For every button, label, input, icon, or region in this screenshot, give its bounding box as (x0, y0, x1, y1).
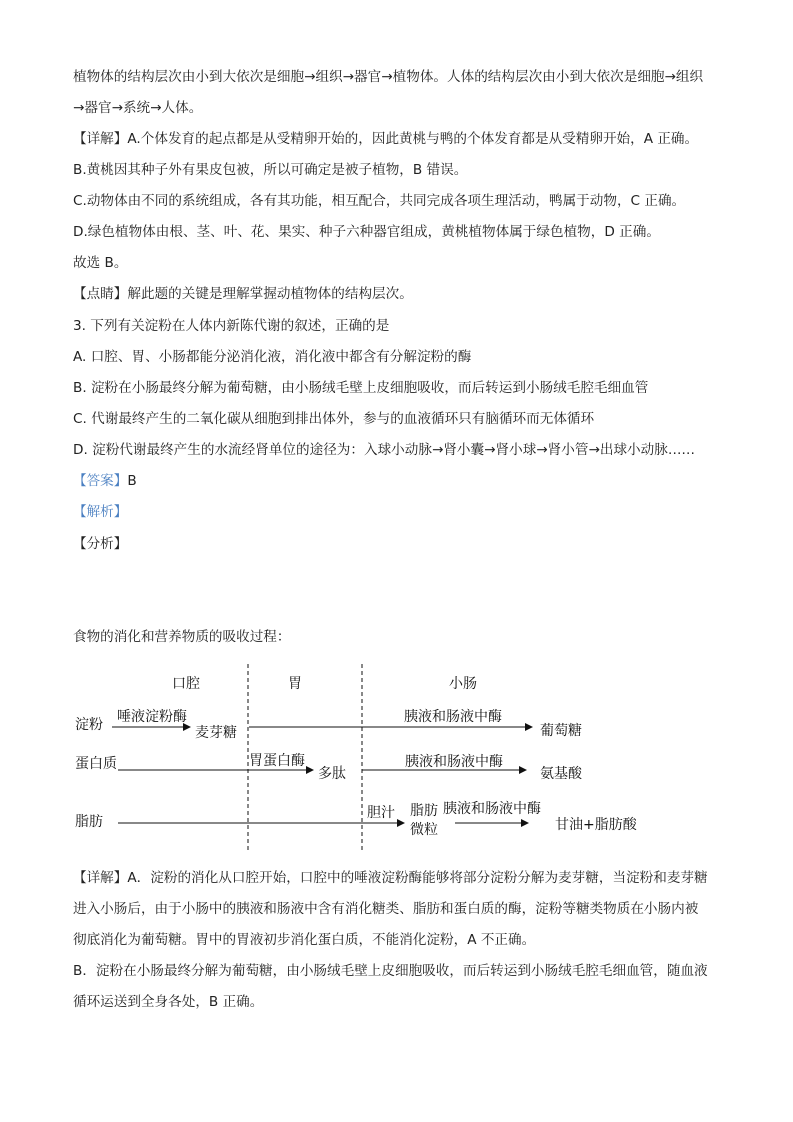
protein-label: 蛋白质 (75, 756, 117, 772)
text-line: B.黄桃因其种子外有果皮包被，所以可确定是被子植物，B 错误。 (73, 162, 468, 178)
enzyme-label: 胰液和肠液中酶 (443, 801, 541, 817)
text-line: 循环运送到全身各处，B 正确。 (73, 994, 264, 1010)
answer-value: B (127, 473, 137, 489)
text-line: 【详解】A.个体发育的起点都是从受精卵开始的，因此黄桃与鸭的个体发育都是从受精卵开始，A 正确。 (73, 131, 699, 147)
text-line: 进入小肠后，由于小肠中的胰液和肠液中含有消化糖类、脂肪和蛋白质的酶，淀粉等糖类物质在小肠内被 (73, 901, 699, 917)
question-title: 3. 下列有关淀粉在人体内新陈代谢的叙述，正确的是 (73, 318, 390, 334)
fat-particle-label: 微粒 (410, 822, 438, 838)
region-label: 小肠 (449, 676, 477, 692)
starch-label: 淀粉 (75, 717, 103, 733)
text-line: D.绿色植物体由根、茎、叶、花、果实、种子六种器官组成，黄桃植物体属于绿色植物，D 正确。 (73, 224, 660, 240)
text-line: →器官→系统→人体。 (73, 100, 203, 116)
region-label: 口腔 (172, 676, 200, 692)
diagram-intro: 食物的消化和营养物质的吸收过程： (73, 629, 291, 645)
text-line: 植物体的结构层次由小到大依次是细胞→组织→器官→植物体。人体的结构层次由小到大依次是细胞→组织 (73, 69, 704, 85)
bile-label: 胆汁 (367, 805, 395, 821)
option-c: C. 代谢最终产生的二氧化碳从细胞到排出体外，参与的血液循环只有脑循环而无体循环 (73, 411, 595, 427)
peptide-label: 多肽 (318, 766, 346, 782)
enzyme-label: 胃蛋白酶 (249, 753, 305, 769)
answer-label: 【答案】 (73, 473, 128, 489)
text-line: 【详解】A．淀粉的消化从口腔开始，口腔中的唾液淀粉酶能够将部分淀粉分解为麦芽糖，当淀粉和麦芽糖 (73, 870, 708, 886)
fat-particle-label: 脂肪 (410, 803, 438, 819)
maltose-label: 麦芽糖 (195, 725, 237, 741)
region-label: 胃 (288, 676, 302, 692)
glucose-label: 葡萄糖 (540, 723, 582, 739)
text-line: C.动物体由不同的系统组成，各有其功能，相互配合，共同完成各项生理活动，鸭属于动物，C 正确。 (73, 193, 686, 209)
text-line: 【点睛】解此题的关键是理解掌握动植物体的结构层次。 (73, 286, 413, 302)
text-line: 故选 B。 (73, 255, 128, 271)
text-line: 彻底消化为葡萄糖。胃中的胃液初步消化蛋白质，不能消化淀粉，A 不正确。 (73, 932, 536, 948)
enzyme-label: 唾液淀粉酶 (117, 709, 187, 725)
option-d: D. 淀粉代谢最终产生的水流经肾单位的途径为：入球小动脉→肾小囊→肾小球→肾小管→出球小动脉…… (73, 442, 696, 458)
text-line: B．淀粉在小肠最终分解为葡萄糖，由小肠绒毛壁上皮细胞吸收，而后转运到小肠绒毛腔毛细血管，随血液 (73, 963, 708, 979)
option-a: A. 口腔、胃、小肠都能分泌消化液，消化液中都含有分解淀粉的酶 (73, 349, 472, 365)
fat-label: 脂肪 (75, 814, 103, 830)
fenxi-label: 【分析】 (73, 536, 128, 552)
option-b: B. 淀粉在小肠最终分解为葡萄糖，由小肠绒毛壁上皮细胞吸收，而后转运到小肠绒毛腔毛细血管 (73, 380, 649, 396)
enzyme-label: 胰液和肠液中酶 (405, 754, 503, 770)
analysis-label: 【解析】 (73, 504, 128, 520)
enzyme-label: 胰液和肠液中酶 (404, 709, 502, 725)
glycerol-label: 甘油+脂肪酸 (555, 817, 637, 833)
amino-acid-label: 氨基酸 (540, 766, 582, 782)
